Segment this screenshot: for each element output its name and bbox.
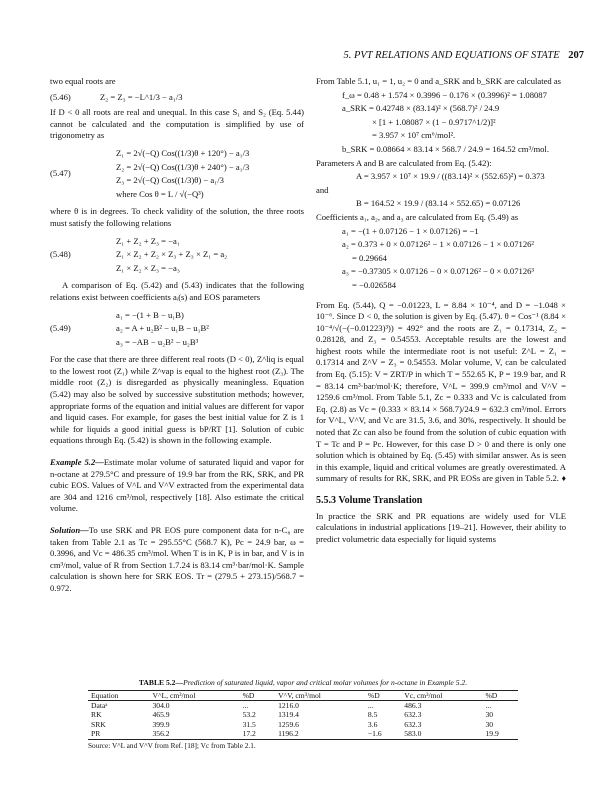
table-cell: 399.9 — [152, 719, 170, 729]
paragraph: From Table 5.1, u₁ = 1, u₂ = 0 and a_SRK and b_SRK are calculated as — [316, 76, 562, 86]
equation-5-49 — [50, 308, 304, 351]
page-number: 207 — [568, 50, 584, 61]
table-cell: ... — [367, 700, 374, 710]
table-cell: 465.9 — [152, 710, 170, 720]
equation-line: Z₁ × Z₂ + Z₂ × Z₃ + Z₃ × Z₁ = a₂ — [116, 249, 228, 260]
table-cell: 583.0 — [404, 729, 422, 739]
equation-line: Z₃ = 2√(−Q) Cos((1/3)θ) − a₁/3 — [116, 175, 224, 186]
table-cell: 3.6 — [367, 719, 378, 729]
table-cell: 632.3 — [404, 710, 422, 720]
table-cell: RK — [91, 710, 102, 720]
equation-number: (5.47) — [50, 168, 71, 179]
table-caption-text: Prediction of saturated liquid, vapor and critical molar volumes for n-octane in Example 5.2. — [183, 678, 468, 687]
table-cell: 632.3 — [404, 719, 422, 729]
calc-line: a₁ = −(1 + 0.07126 − 1 × 0.07126) = −1 — [342, 225, 479, 236]
table-label: TABLE 5.2— — [138, 678, 184, 687]
equation-5-47 — [50, 146, 304, 202]
table-cell: −1.6 — [367, 729, 382, 739]
equation-line: a₂ = A + u₂B² − u₁B − u₁B² — [116, 323, 209, 334]
solution-text: To use SRK and PR EOS pure component data for n-C₈ are taken from Table 2.1 as Tc = 295.55°C (568.7 K), Pc = 24.9 bar, ω = 0.3996, and Vc = 486.35 cm³/mol. When T is in K, P is in bar, and V is in cm³/mol, value of R from Section 1.7.24 is 83.14 cm³·bar/mol·K. Sample calculation is shown here for SRK EOS. Tr = (279.5 + 273.15)/568.7 = 0.972. — [50, 525, 304, 593]
table-cell: 53.2 — [242, 710, 256, 720]
column-header: %D — [367, 690, 380, 700]
equation-5-48 — [50, 234, 304, 277]
paragraph: where θ is in degrees. To check validity of the solution, the three roots must satisfy the following relations — [50, 206, 304, 228]
calc-line: B = 164.52 × 19.9 / (83.14 × 552.65) = 0.07126 — [356, 198, 521, 209]
equation-body: Z₂ = Z₃ = −L^1/3 − a₁/3 — [100, 91, 183, 102]
table-cell: 30 — [485, 710, 494, 720]
equation-line: where Cos θ = L / √(−Q³) — [116, 188, 204, 199]
table-cell: 356.2 — [152, 729, 170, 739]
column-header: Vc, cm³/mol — [404, 690, 443, 700]
table-cell: PR — [91, 729, 101, 739]
example-5-2 — [50, 457, 304, 515]
equation-line: Z₁ + Z₂ + Z₃ = −a₁ — [116, 235, 180, 246]
calc-line: a₃ = −0.37305 × 0.07126 − 0 × 0.07126² − 0 × 0.07126³ — [342, 266, 534, 277]
calc-line: b_SRK = 0.08664 × 83.14 × 568.7 / 24.9 = 164.52 cm³/mol. — [342, 143, 549, 154]
table-cell: SRK — [91, 719, 106, 729]
table-cell: ... — [242, 700, 249, 710]
column-header: %D — [242, 690, 255, 700]
table-caption — [88, 678, 518, 688]
equation-line: a₁ = −(1 + B − u₁B) — [116, 309, 184, 320]
calc-line: = −0.026584 — [352, 279, 397, 290]
equation-line: a₃ = −AB − u₂B² − u₂B³ — [116, 336, 199, 347]
section-heading: 5.5.3 Volume Translation — [316, 495, 423, 506]
connector-text: and — [316, 184, 329, 195]
running-header — [310, 50, 584, 61]
calc-line: = 3.957 × 10⁷ cm⁶/mol². — [372, 130, 456, 141]
table-source-note: Source: V^L and V^V from Ref. [18]; Vc from Table 2.1. — [88, 740, 256, 750]
section-title: 5. PVT RELATIONS AND EQUATIONS OF STATE — [343, 50, 560, 61]
table-cell: 19.9 — [485, 729, 499, 739]
calc-line: A = 3.957 × 10⁷ × 19.9 / ((83.14)² × (552.65)²) = 0.373 — [356, 171, 545, 182]
column-header: V^L, cm³/mol — [152, 690, 196, 700]
solution — [50, 525, 304, 595]
column-header: V^V, cm³/mol — [278, 690, 321, 700]
example-text: Estimate molar volume of saturated liquid and vapor for n-octane at 279.5°C and pressure of 19.9 bar from the RK, SRK, and PR cubic EOS. Values of V^L and V^V extracted from the experimental data are 304 and 1216 cm³/mol, respectively [18]. Also estimate the critical volume. — [50, 457, 304, 514]
equation-line: Z₂ = 2√(−Q) Cos((1/3)θ + 240°) − a₁/3 — [116, 161, 250, 172]
table-row — [88, 729, 518, 739]
equation-5-46 — [50, 92, 304, 104]
calc-line: = 0.29664 — [352, 252, 387, 263]
column-header: %D — [485, 690, 498, 700]
equation-line: Z₁ = 2√(−Q) Cos((1/3)θ + 120°) − a₁/3 — [116, 147, 250, 158]
equation-line: Z₁ × Z₂ × Z₃ = −a₃ — [116, 262, 180, 273]
paragraph: Parameters A and B are calculated from Eq. (5.42): — [316, 157, 492, 168]
table-cell: 31.5 — [242, 719, 256, 729]
paragraph: In practice the SRK and PR equations are widely used for VLE calculations in industrial applications [19–21]. However, their ability to predict volumetric data especially for liquid systems — [316, 510, 566, 544]
table-cell: 1319.4 — [278, 710, 299, 720]
table-row — [88, 700, 518, 710]
table-cell: 8.5 — [367, 710, 378, 720]
paragraph-text: From Eq. (5.44), Q = −0.01223, L = 8.84 × 10⁻⁴, and D = −1.048 × 10⁻⁶. Since D < 0, the solution is given by Eq. (5.47). θ = Cos⁻¹ (8.84 × 10⁻⁴/√(−(−0.01223)³)) = 492° and the roots are Z₁ = 0.17314, Z₂ = 0.28128, and Z₃ = 0.54553. Acceptable results are the lowest and highest roots while the intermediate root is not useful: Z^L = Z₁ = 0.17314 and Z^V = Z₃ = 0.54553. Molar volume, V, can be calculated from Eq. (5.15): V = ZRT/P in which T = 552.65 K, P = 19.9 bar, and R = 83.14 cm³·bar/mol·K; therefore, V^L = 399.9 cm³/mol and V^V = 1259.6 cm³/mol. From Table 5.1, Zc = 0.333 and Vc is calculated from Eq. (2.8) as Vc = (0.333 × 83.14 × 568.7)/24.9 = 632.3 cm³/mol. Errors for V^L, V^V, and Vc are 31.5, 3.6, and 30%, respectively. It should be noted that Zc can also be found from the solution of cubic equation with T = Tc and P = Pc. However, for this case D > 0 and there is only one solution which is obtained by Eq. (5.45) with similar answer. As is seen in this example, liquid and critical volumes are greatly overestimated. A summary of results for RK, SRK, and PR EOSs are given in Table 5.2. — [316, 299, 566, 484]
table-cell: 486.3 — [404, 700, 422, 710]
intro-text: two equal roots are — [50, 76, 116, 86]
table-cell: 1196.2 — [278, 729, 299, 739]
equation-number: (5.49) — [50, 323, 71, 334]
table-cell: 1259.6 — [278, 719, 299, 729]
paragraph: Coefficients a₁, a₂, and a₃ are calculated from Eq. (5.49) as — [316, 211, 519, 222]
solution-title: Solution— — [50, 525, 89, 535]
table-5-2 — [88, 678, 518, 750]
calc-line: × [1 + 1.08087 × (1 − 0.9717^1/2)]² — [372, 116, 496, 127]
table-row — [88, 710, 518, 719]
paragraph: A comparison of Eq. (5.42) and (5.43) indicates that the following relations exist between coefficients aᵢ(s) and EOS parameters — [50, 280, 304, 302]
table-cell: 30 — [485, 719, 494, 729]
data-table — [88, 690, 518, 740]
equation-number: (5.46) — [50, 91, 71, 102]
calc-line: f_ω = 0.48 + 1.574 × 0.3996 − 0.176 × (0.3996)² = 1.08087 — [342, 89, 547, 100]
table-cell: ... — [485, 700, 492, 710]
table-cell: 17.2 — [242, 729, 256, 739]
table-header-row — [88, 690, 518, 700]
table-cell: 1216.0 — [278, 700, 299, 710]
paragraph: If D < 0 all roots are real and unequal. In this case S₁ and S₂ (Eq. 5.44) cannot be calculated and the computation is simplified by use of trigonometry as — [50, 107, 304, 141]
end-of-example-mark: ♦ — [561, 473, 566, 484]
example-title: Example 5.2— — [50, 457, 104, 468]
calc-line: a_SRK = 0.42748 × (83.14)² × (568.7)² / 24.9 — [342, 103, 500, 114]
column-header: Equation — [91, 690, 119, 700]
table-cell: Dataᵃ — [91, 700, 108, 710]
table-cell: 304.0 — [152, 700, 170, 710]
calc-line: a₂ = 0.373 + 0 × 0.07126² − 1 × 0.07126 − 1 × 0.07126² — [342, 239, 534, 250]
table-row — [88, 720, 518, 729]
right-column — [316, 76, 566, 545]
paragraph — [316, 300, 566, 486]
equation-number: (5.48) — [50, 249, 71, 260]
paragraph: For the case that there are three different real roots (D < 0), Z^liq is equal to the lowest root (Z₁) while Z^vap is equal to the highest root (Z₃). The middle root (Z₂) is disregarded as physically meaningless. Equation (5.42) may also be solved by successive substitution methods; however, appropriate forms of the equation and initial values are different for vapor and liquid cases. For example, for gases the best initial value for Z is 1 while for liquids a good initial guess is bP/RT [1]. Solution of cubic equations through Eq. (5.42) is shown in the following example. — [50, 354, 304, 446]
left-column — [50, 76, 304, 595]
